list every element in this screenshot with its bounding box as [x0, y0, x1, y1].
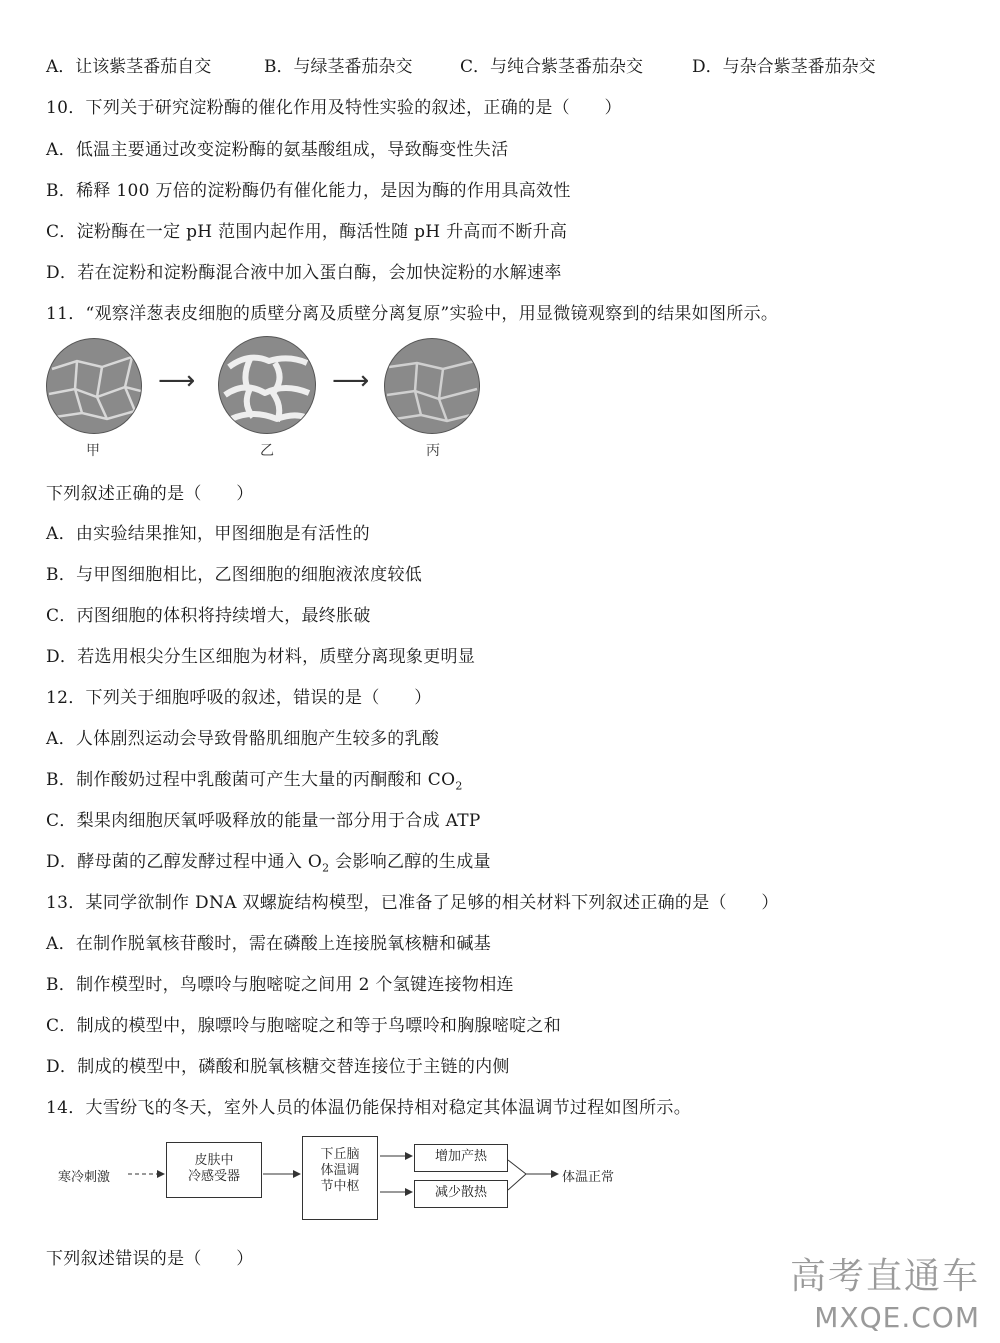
flow-output-label: 体温正常: [562, 1170, 615, 1185]
flow-box-reduce-loss: 减少散热: [414, 1180, 508, 1208]
flow-box-hypothalamus: 下丘脑 体温调 节中枢: [302, 1136, 378, 1220]
q11-stem: 11．“观察洋葱表皮细胞的质壁分离及质壁分离复原”实验中，用显微镜观察到的结果如图所示。: [46, 304, 779, 324]
q10-option-b: B．稀释 100 万倍的淀粉酶仍有催化能力，是因为酶的作用具高效性: [46, 181, 571, 201]
cell-yi-image: [218, 336, 316, 434]
q12-option-c: C．梨果肉细胞厌氧呼吸释放的能量一部分用于合成 ATP: [46, 811, 481, 831]
q10-option-a: A．低温主要通过改变淀粉酶的氨基酸组成，导致酶变性失活: [46, 140, 509, 160]
label-yi: 乙: [260, 443, 274, 459]
q10-option-d: D．若在淀粉和淀粉酶混合液中加入蛋白酶，会加快淀粉的水解速率: [46, 263, 562, 283]
cell-figure-jia: [46, 338, 142, 434]
q10-stem: 10．下列关于研究淀粉酶的催化作用及特性实验的叙述，正确的是（ ）: [46, 98, 622, 118]
q11-option-a: A．由实验结果推知，甲图细胞是有活性的: [46, 524, 370, 544]
q11-option-d: D．若选用根尖分生区细胞为材料，质壁分离现象更明显: [46, 647, 476, 667]
q11-question: 下列叙述正确的是（ ）: [46, 484, 254, 504]
q11-option-c: C．丙图细胞的体积将持续增大，最终胀破: [46, 606, 371, 626]
q12-option-b: B．制作酸奶过程中乳酸菌可产生大量的丙酮酸和 $CO_2$: [46, 770, 463, 793]
flow-box-receptor: 皮肤中 冷感受器: [166, 1142, 262, 1198]
q9-options-row: [46, 52, 946, 77]
cell-figure-yi: [218, 336, 316, 434]
flow-box-increase-heat: 增加产热: [414, 1144, 508, 1172]
q13-option-c: C．制成的模型中，腺嘌呤与胞嘧啶之和等于鸟嘌呤和胸腺嘧啶之和: [46, 1016, 562, 1036]
cell-jia-image: [46, 338, 142, 434]
q13-option-a: A．在制作脱氧核苷酸时，需在磷酸上连接脱氧核糖和碱基: [46, 934, 492, 954]
arrow-right-icon: ⟶: [332, 366, 370, 396]
label-jia: 甲: [86, 443, 100, 459]
q12-stem: 12．下列关于细胞呼吸的叙述，错误的是（ ）: [46, 688, 432, 708]
label-bing: 丙: [426, 443, 440, 459]
cell-bing-image: [384, 338, 480, 434]
q11-figure: [46, 336, 496, 461]
q12-option-d: D．酵母菌的乙醇发酵过程中通入 $O_2$ 会影响乙醇的生成量: [46, 852, 491, 875]
flow-input-label: 寒冷刺激: [58, 1170, 111, 1185]
q9-option-b: B．与绿茎番茄杂交: [264, 57, 413, 77]
q10-option-c: C．淀粉酶在一定 pH 范围内起作用，酶活性随 pH 升高而不断升高: [46, 222, 568, 242]
q11-option-b: B．与甲图细胞相比，乙图细胞的细胞液浓度较低: [46, 565, 423, 585]
q9-option-a: A．让该紫茎番茄自交: [46, 57, 212, 77]
q14-question: 下列叙述错误的是（ ）: [46, 1249, 254, 1269]
q9-option-d: D．与杂合紫茎番茄杂交: [692, 57, 876, 77]
q13-option-d: D．制成的模型中，磷酸和脱氧核糖交替连接位于主链的内侧: [46, 1057, 510, 1077]
q13-option-b: B．制作模型时，鸟嘌呤与胞嘧啶之间用 2 个氢键连接物相连: [46, 975, 514, 995]
q13-stem: 13．某同学欲制作 DNA 双螺旋结构模型，已准备了足够的相关材料下列叙述正确的是（ ）: [46, 893, 779, 913]
q14-stem: 14．大雪纷飞的冬天，室外人员的体温仍能保持相对稳定其体温调节过程如图所示。: [46, 1098, 692, 1118]
q14-flowchart: [58, 1136, 658, 1226]
cell-figure-bing: [384, 338, 480, 434]
watermark-logo: 高考直通车 MXQE.COM: [789, 1256, 980, 1334]
arrow-right-icon: ⟶: [158, 366, 196, 396]
q12-option-a: A．人体剧烈运动会导致骨骼肌细胞产生较多的乳酸: [46, 729, 440, 749]
q9-option-c: C．与纯合紫茎番茄杂交: [460, 57, 644, 77]
